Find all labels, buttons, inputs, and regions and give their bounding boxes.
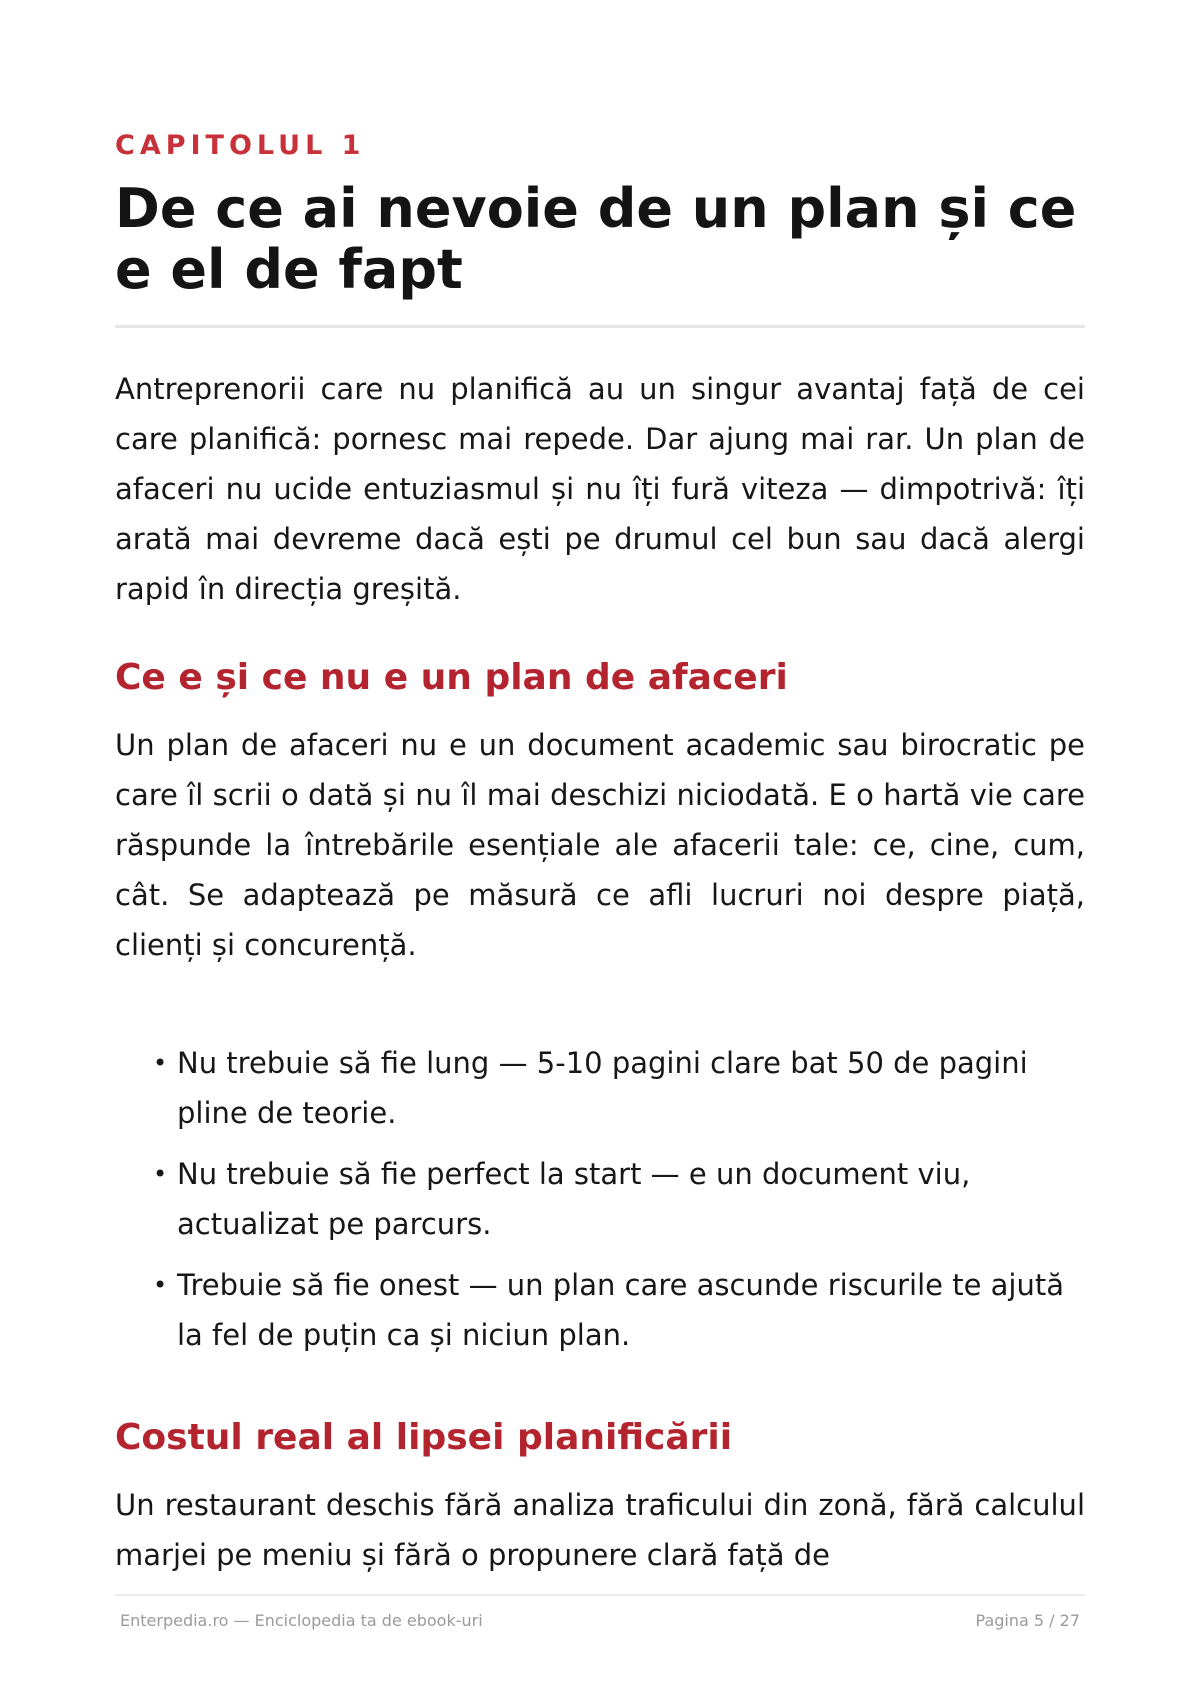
section-heading: Ce e și ce nu e un plan de afaceri [115,657,788,698]
page-number: Pagina 5 / 27 [975,1611,1080,1630]
list-item-text: Nu trebuie să fie perfect la start — e un document viu, actualizat pe parcurs. [177,1157,971,1241]
bullet-dot-icon: • [153,1160,168,1188]
intro-paragraph: Antreprenorii care nu planifică au un singur avantaj față de cei care planifică: pornesc mai repede. Dar ajung mai rar. Un plan de afaceri nu ucide entuziasmul și nu îți fură viteza — dimpotrivă: îți arată mai devreme dacă ești pe drumul cel bun sau dacă alergi rapid în direcția greșită. [115,372,1085,606]
section-paragraph: Un restaurant deschis fără analiza traficului din zonă, fără calculul marjei pe meniu și fără o propunere clară față de [115,1488,1085,1572]
chapter-title: De ce ai nevoie de un plan și ce e el de fapt [115,177,1077,301]
section-heading: Costul real al lipsei planificării [115,1417,733,1458]
list-item [153,1038,1085,1138]
list-item-text: Trebuie să fie onest — un plan care ascunde riscurile te ajută la fel de puțin ca și niciun plan. [177,1268,1065,1352]
list-item [153,1260,1085,1360]
title-divider [115,325,1085,328]
bullet-dot-icon: • [153,1271,168,1299]
footer-divider [115,1594,1085,1596]
list-item-text: Nu trebuie să fie lung — 5-10 pagini clare bat 50 de pagini pline de teorie. [177,1046,1028,1130]
chapter-label: CAPITOLUL 1 [115,130,366,161]
section-paragraph: Un plan de afaceri nu e un document academic sau birocratic pe care îl scrii o dată și nu îl mai deschizi niciodată. E o hartă vie care răspunde la întrebările esențiale ale afacerii tale: ce, cine, cum, cât. Se adaptează pe măsură ce afli lucruri noi despre piață, clienți și concurență. [115,728,1085,962]
footer-site-name: Enterpedia.ro — Enciclopedia ta de ebook-uri [120,1611,483,1630]
bullet-dot-icon: • [153,1049,168,1077]
bullet-list [153,1038,1085,1371]
list-item [153,1149,1085,1249]
